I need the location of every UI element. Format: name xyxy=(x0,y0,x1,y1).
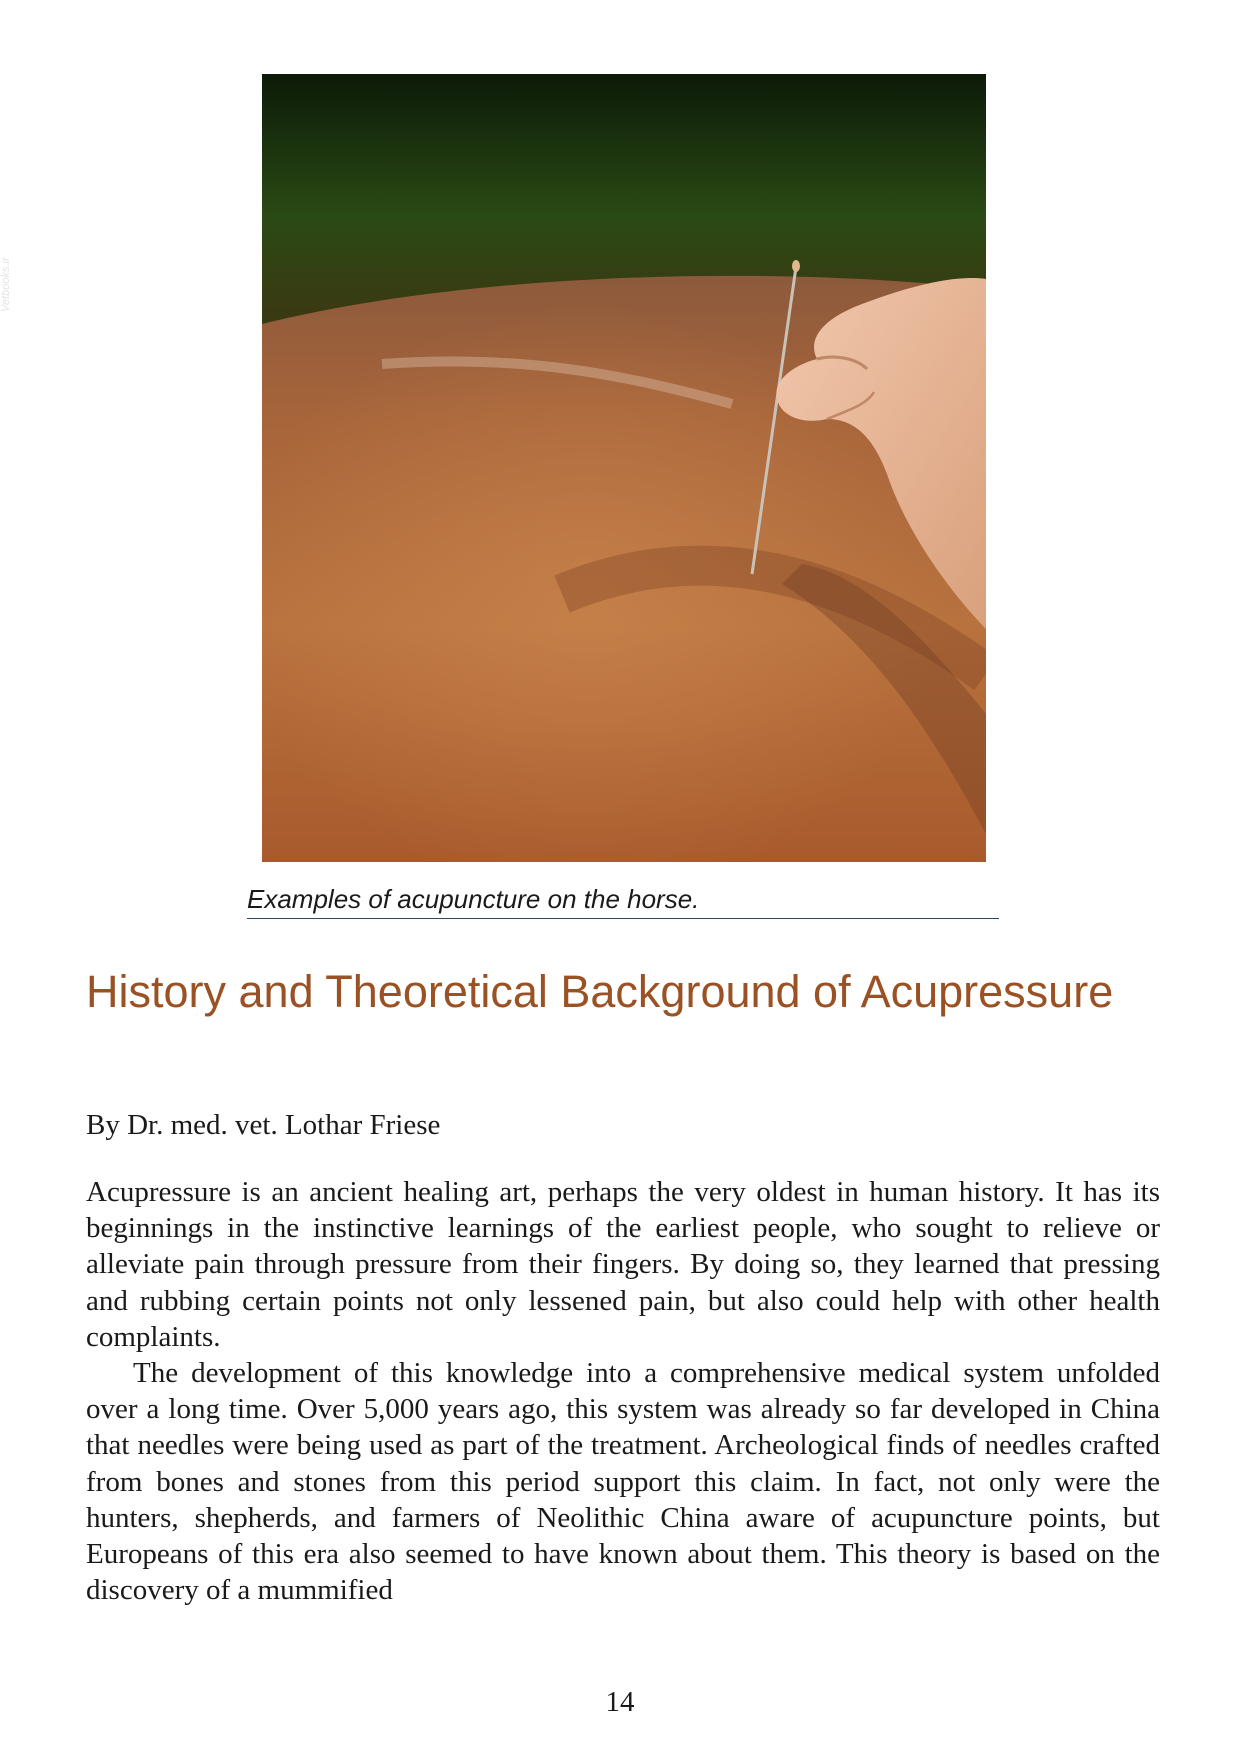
article-title: History and Theoretical Background of Acupressure xyxy=(86,966,1114,1017)
article-byline: By Dr. med. vet. Lothar Friese xyxy=(86,1109,441,1141)
needle-in-horse-hand-icon xyxy=(262,74,986,862)
paragraph: The development of this knowledge into a comprehensive medical system unfolded over a long time. Over 5,000 years ago, this system was already so far developed in China that needles were being used as part of the treatment. Archeological finds of needles crafted from bones and stones from this period support this claim. In fact, not only were the hunters, shepherds, and farmers of Neolithic China aware of acupuncture points, but Europeans of this era also seemed to have known about them. This theory is based on the discovery of a mummified xyxy=(86,1357,1160,1607)
acupuncture-photo xyxy=(262,74,986,862)
watermark: Vetbooks.ir xyxy=(0,257,12,313)
paragraph: Acupressure is an ancient healing art, perhaps the very oldest in human history. It has its beginnings in the instinctive learnings of the earliest people, who sought to relieve or alleviate pain through pressure from their fingers. By doing so, they learned that pressing and rubbing certain points not only lessened pain, but also could help with other health complaints. xyxy=(86,1176,1160,1353)
page-number: 14 xyxy=(605,1686,635,1718)
article-body xyxy=(86,1174,1160,1608)
figure-caption: Examples of acupuncture on the horse. xyxy=(247,882,999,919)
